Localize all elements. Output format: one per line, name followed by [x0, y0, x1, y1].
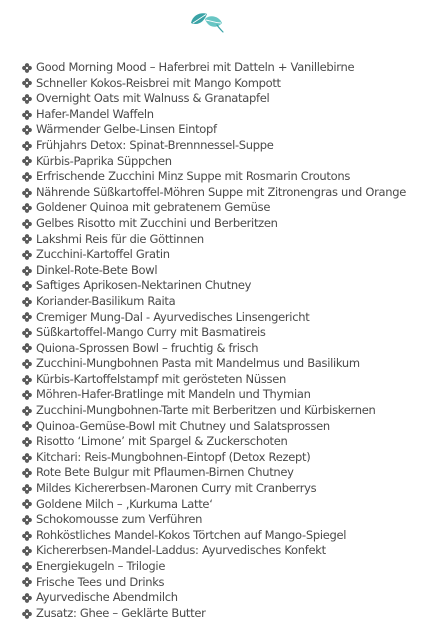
recipe-title: Mildes Kichererbsen-Maronen Curry mit Cranberrys	[36, 481, 317, 496]
recipe-item	[22, 341, 406, 357]
recipe-title: Rohköstliches Mandel-Kokos Törtchen auf Mango-Spiegel	[36, 527, 347, 542]
flower-bullet-icon	[22, 110, 32, 120]
flower-bullet-icon	[22, 406, 32, 416]
recipe-item	[22, 590, 406, 606]
recipe-title: Schneller Kokos-Reisbrei mit Mango Kompott	[36, 75, 281, 90]
recipe-list	[22, 60, 406, 621]
flower-bullet-icon	[22, 78, 32, 88]
flower-bullet-icon	[22, 188, 32, 198]
flower-bullet-icon	[22, 577, 32, 587]
recipe-item	[22, 200, 406, 216]
recipe-title: Süßkartoffel-Mango Curry mit Basmatireis	[36, 325, 266, 340]
flower-bullet-icon	[22, 234, 32, 244]
recipe-title: Dinkel-Rote-Bete Bowl	[36, 262, 158, 277]
recipe-item	[22, 419, 406, 435]
recipe-title: Risotto ‘Limone’ mit Spargel & Zuckerschoten	[36, 434, 288, 449]
flower-bullet-icon	[22, 219, 32, 229]
recipe-title: Frische Tees und Drinks	[36, 574, 165, 589]
flower-bullet-icon	[22, 141, 32, 151]
recipe-title: Zucchini-Mungbohnen Pasta mit Mandelmus und Basilikum	[36, 356, 360, 371]
recipe-title: Energiekugeln – Trilogie	[36, 559, 166, 573]
teal-leaves-logo-icon	[190, 11, 224, 33]
recipe-title: Quiona-Sprossen Bowl – fruchtig & frisch	[36, 340, 259, 355]
recipe-title: Lakshmi Reis für die Göttinnen	[36, 231, 204, 246]
flower-bullet-icon	[22, 297, 32, 307]
flower-bullet-icon	[22, 562, 32, 572]
flower-bullet-icon	[22, 359, 32, 369]
flower-bullet-icon	[22, 531, 32, 541]
recipe-title: Goldene Milch – ‚Kurkuma Latte‘	[36, 496, 213, 511]
recipe-item	[22, 543, 406, 559]
recipe-item	[22, 232, 406, 248]
recipe-item	[22, 91, 406, 107]
flower-bullet-icon	[22, 499, 32, 509]
flower-bullet-icon	[22, 437, 32, 447]
recipe-item	[22, 434, 406, 450]
recipe-title: Kürbis-Kartoffelstampf mit gerösteten Nüssen	[36, 371, 286, 386]
flower-bullet-icon	[22, 453, 32, 463]
recipe-item	[22, 325, 406, 341]
flower-bullet-icon	[22, 468, 32, 478]
flower-bullet-icon	[22, 546, 32, 556]
recipe-item	[22, 465, 406, 481]
flower-bullet-icon	[22, 375, 32, 385]
recipe-item	[22, 263, 406, 279]
flower-bullet-icon	[22, 390, 32, 400]
recipe-title: Cremiger Mung-Dal - Ayurvedisches Linsengericht	[36, 309, 310, 324]
recipe-title: Ayurvedische Abendmilch	[36, 590, 178, 605]
flower-bullet-icon	[22, 484, 32, 494]
flower-bullet-icon	[22, 343, 32, 353]
recipe-title: Overnight Oats mit Walnuss & Granatapfel	[36, 91, 270, 106]
recipe-item	[22, 450, 406, 466]
recipe-item	[22, 60, 406, 76]
recipe-item	[22, 278, 406, 294]
recipe-item	[22, 403, 406, 419]
recipe-title: Frühjahrs Detox: Spinat-Brennnessel-Suppe	[36, 137, 274, 152]
recipe-title: Kichererbsen-Mandel-Laddus: Ayurvedisches Konfekt	[36, 543, 326, 558]
recipe-title: Rote Bete Bulgur mit Pflaumen-Birnen Chutney	[36, 465, 294, 480]
flower-bullet-icon	[22, 172, 32, 182]
recipe-item	[22, 247, 406, 263]
recipe-title: Wärmender Gelbe-Linsen Eintopf	[36, 122, 217, 137]
recipe-item	[22, 575, 406, 591]
recipe-title: Zucchini-Kartoffel Gratin	[36, 247, 170, 262]
flower-bullet-icon	[22, 156, 32, 166]
flower-bullet-icon	[22, 125, 32, 135]
flower-bullet-icon	[22, 421, 32, 431]
flower-bullet-icon	[22, 63, 32, 73]
recipe-item	[22, 356, 406, 372]
recipe-item	[22, 76, 406, 92]
flower-bullet-icon	[22, 250, 32, 260]
flower-bullet-icon	[22, 312, 32, 322]
flower-bullet-icon	[22, 94, 32, 104]
recipe-item	[22, 154, 406, 170]
recipe-title: Saftiges Aprikosen-Nektarinen Chutney	[36, 278, 252, 293]
recipe-item	[22, 122, 406, 138]
recipe-item	[22, 185, 406, 201]
recipe-item	[22, 497, 406, 513]
recipe-item	[22, 138, 406, 154]
flower-bullet-icon	[22, 281, 32, 291]
flower-bullet-icon	[22, 593, 32, 603]
recipe-item	[22, 387, 406, 403]
recipe-item	[22, 481, 406, 497]
recipe-title: Möhren-Hafer-Bratlinge mit Mandeln und Thymian	[36, 387, 311, 402]
recipe-title: Nährende Süßkartoffel-Möhren Suppe mit Zitronengras und Orange	[36, 184, 407, 199]
flower-bullet-icon	[22, 328, 32, 338]
recipe-title: Schokomousse zum Verführen	[36, 512, 203, 527]
recipe-item	[22, 606, 406, 622]
recipe-title: Koriander-Basilikum Raita	[36, 293, 176, 308]
recipe-item	[22, 512, 406, 528]
recipe-title: Kitchari: Reis-Mungbohnen-Eintopf (Detox Rezept)	[36, 449, 311, 464]
recipe-title: Zusatz: Ghee – Geklärte Butter	[36, 605, 206, 620]
recipe-title: Goldener Quinoa mit gebratenem Gemüse	[36, 200, 271, 215]
recipe-title: Quinoa-Gemüse-Bowl mit Chutney und Salatsprossen	[36, 418, 330, 433]
recipe-item	[22, 372, 406, 388]
recipe-item	[22, 528, 406, 544]
recipe-title: Gelbes Risotto mit Zucchini und Berberitzen	[36, 215, 278, 230]
recipe-item	[22, 310, 406, 326]
recipe-item	[22, 216, 406, 232]
recipe-title: Zucchini-Mungbohnen-Tarte mit Berberitzen und Kürbiskernen	[36, 403, 376, 418]
recipe-title: Kürbis-Paprika Süppchen	[36, 153, 172, 168]
flower-bullet-icon	[22, 609, 32, 619]
flower-bullet-icon	[22, 203, 32, 213]
flower-bullet-icon	[22, 266, 32, 276]
recipe-item	[22, 107, 406, 123]
recipe-item	[22, 169, 406, 185]
recipe-title: Erfrischende Zucchini Minz Suppe mit Rosmarin Croutons	[36, 169, 351, 184]
recipe-title: Good Morning Mood – Haferbrei mit Datteln + Vanillebirne	[36, 60, 355, 74]
recipe-item	[22, 559, 406, 575]
recipe-title: Hafer-Mandel Waffeln	[36, 106, 154, 121]
flower-bullet-icon	[22, 515, 32, 525]
recipe-item	[22, 294, 406, 310]
